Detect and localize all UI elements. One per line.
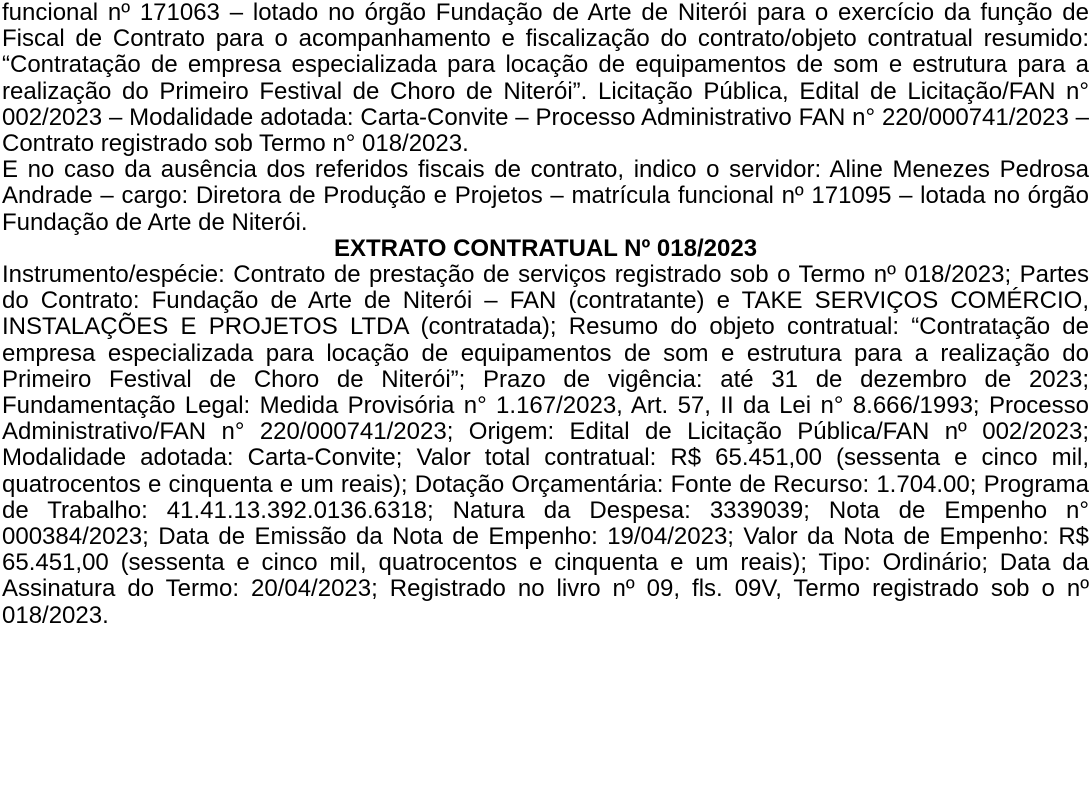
paragraph-contract-extract: Instrumento/espécie: Contrato de prestação de serviços registrado sob o Termo nº 018/2023; Partes do Contrato: Fundação de Arte de Niterói – FAN (contratante) e TAKE SERVIÇOS COMÉRCIO, INSTALAÇÕES E PROJETOS LTDA (contratada); Resumo do objeto contratual: “Contratação de empresa especializada para locação de equipamentos de som e estrutura para a realização do Primeiro Festival de Choro de Niterói”; Prazo de vigência: até 31 de dezembro de 2023; Fundamentação Legal: Medida Provisória n° 1.167/2023, Art. 57, II da Lei n° 8.666/1993; Processo Administrativo/FAN n° 220/000741/2023; Origem: Edital de Licitação Pública/FAN nº 002/2023; Modalidade adotada: Carta-Convite; Valor total contratual: R$ 65.451,00 (sessenta e cinco mil, quatrocentos e cinquenta e um reais); Dotação Orçamentária: Fonte de Recurso: 1.704.00; Programa de Trabalho: 41.41.13.392.0136.6318; Natura da Despesa: 3339039; Nota de Empenho n° 000384/2023; Data de Emissão da Nota de Empenho: 19/04/2023; Valor da Nota de Empenho: R$ 65.451,00 (sessenta e cinco mil, quatrocentos e cinquenta e um reais); Tipo: Ordinário; Data da Assinatura do Termo: 20/04/2023; Registrado no livro nº 09, fls. 09V, Termo registrado sob o nº 018/2023. <box>2 261 1089 629</box>
paragraph-fiscal-appointment: funcional nº 171063 – lotado no órgão Fundação de Arte de Niterói para o exercício da função de Fiscal de Contrato para o acompanhamento e fiscalização do contrato/objeto contratual resumido: “Contratação de empresa especializada para locação de equipamentos de som e estrutura para a realização do Primeiro Festival de Choro de Niterói”. Licitação Pública, Edital de Licitação/FAN n° 002/2023 – Modalidade adotada: Carta-Convite – Processo Administrativo FAN n° 220/000741/2023 – Contrato registrado sob Termo n° 018/2023. <box>2 0 1089 158</box>
section-heading: EXTRATO CONTRATUAL Nº 018/2023 <box>333 234 758 262</box>
paragraph-substitute-fiscal: E no caso da ausência dos referidos fiscais de contrato, indico o servidor: Aline Menezes Pedrosa Andrade – cargo: Diretora de Produção e Projetos – matrícula funcional nº 171095 – lotada no órgão Fundação de Arte de Niterói. <box>2 156 1089 236</box>
